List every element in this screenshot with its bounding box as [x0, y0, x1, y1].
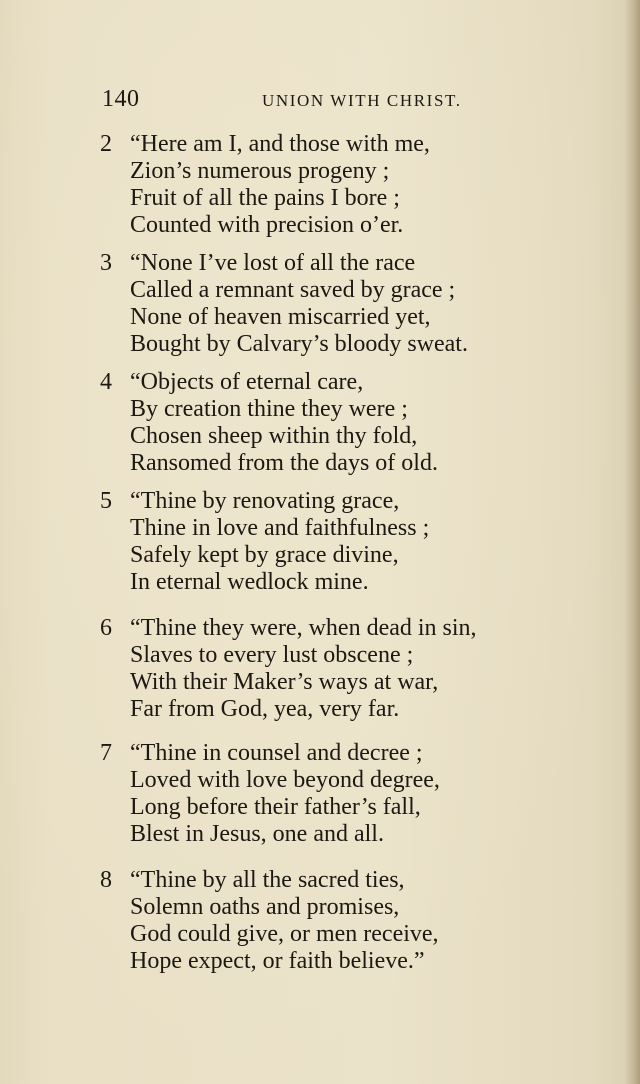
verse-line: Thine in love and faithfulness ;: [130, 515, 430, 541]
verse-line: “Thine by all the sacred ties,: [130, 867, 405, 893]
page-edge-shadow: [624, 0, 640, 1084]
verse-line: Bought by Calvary’s bloody sweat.: [130, 331, 468, 357]
verse-line: Long before their father’s fall,: [130, 794, 421, 820]
verse-line: Counted with precision o’er.: [130, 212, 404, 238]
verse-line: By creation thine they were ;: [130, 396, 408, 422]
verse-line: Ransomed from the days of old.: [130, 450, 438, 476]
verse-number: 7: [100, 740, 112, 766]
verse-lines: [130, 867, 439, 975]
verse-lines: [130, 131, 430, 239]
verse-line: Slaves to every lust obscene ;: [130, 642, 414, 668]
verse-line: Solemn oaths and promises,: [130, 894, 400, 920]
verse-lines: [130, 740, 440, 848]
verse-number: 4: [100, 369, 112, 395]
verse-line: “Thine they were, when dead in sin,: [130, 615, 477, 641]
verse-line: God could give, or men receive,: [130, 921, 439, 947]
verse-number: 6: [100, 615, 112, 641]
verse-line: “Here am I, and those with me,: [130, 131, 430, 157]
verse-line: Chosen sheep within thy fold,: [130, 423, 418, 449]
page-number: 140: [102, 86, 140, 112]
verse-number: 5: [100, 488, 112, 514]
verse-lines: [130, 615, 477, 723]
verse-lines: [130, 488, 429, 596]
verse-line: Hope expect, or faith believe.”: [130, 948, 425, 974]
verse-line: Fruit of all the pains I bore ;: [130, 185, 400, 211]
verse-line: Safely kept by grace divine,: [130, 542, 399, 568]
verse-number: 2: [100, 131, 112, 157]
verse-number: 8: [100, 867, 112, 893]
verse-line: Called a remnant saved by grace ;: [130, 277, 456, 303]
verse-line: “Objects of eternal care,: [130, 369, 364, 395]
verse-line: Far from God, yea, very far.: [130, 696, 400, 722]
verse-line: With their Maker’s ways at war,: [130, 669, 439, 695]
verse-lines: [130, 250, 468, 358]
page-header: [102, 86, 522, 116]
verse-line: Loved with love beyond degree,: [130, 767, 440, 793]
verse-line: In eternal wedlock mine.: [130, 569, 369, 595]
verse-line: None of heaven miscarried yet,: [130, 304, 431, 330]
verse-line: “Thine by renovating grace,: [130, 488, 400, 514]
verse-line: Blest in Jesus, one and all.: [130, 821, 384, 847]
verse-line: “None I’ve lost of all the race: [130, 250, 416, 276]
verse-line: “Thine in counsel and decree ;: [130, 740, 423, 766]
verse-number: 3: [100, 250, 112, 276]
verse-lines: [130, 369, 438, 477]
verse-line: Zion’s numerous progeny ;: [130, 158, 390, 184]
running-title: UNION WITH CHRIST.: [262, 91, 462, 110]
